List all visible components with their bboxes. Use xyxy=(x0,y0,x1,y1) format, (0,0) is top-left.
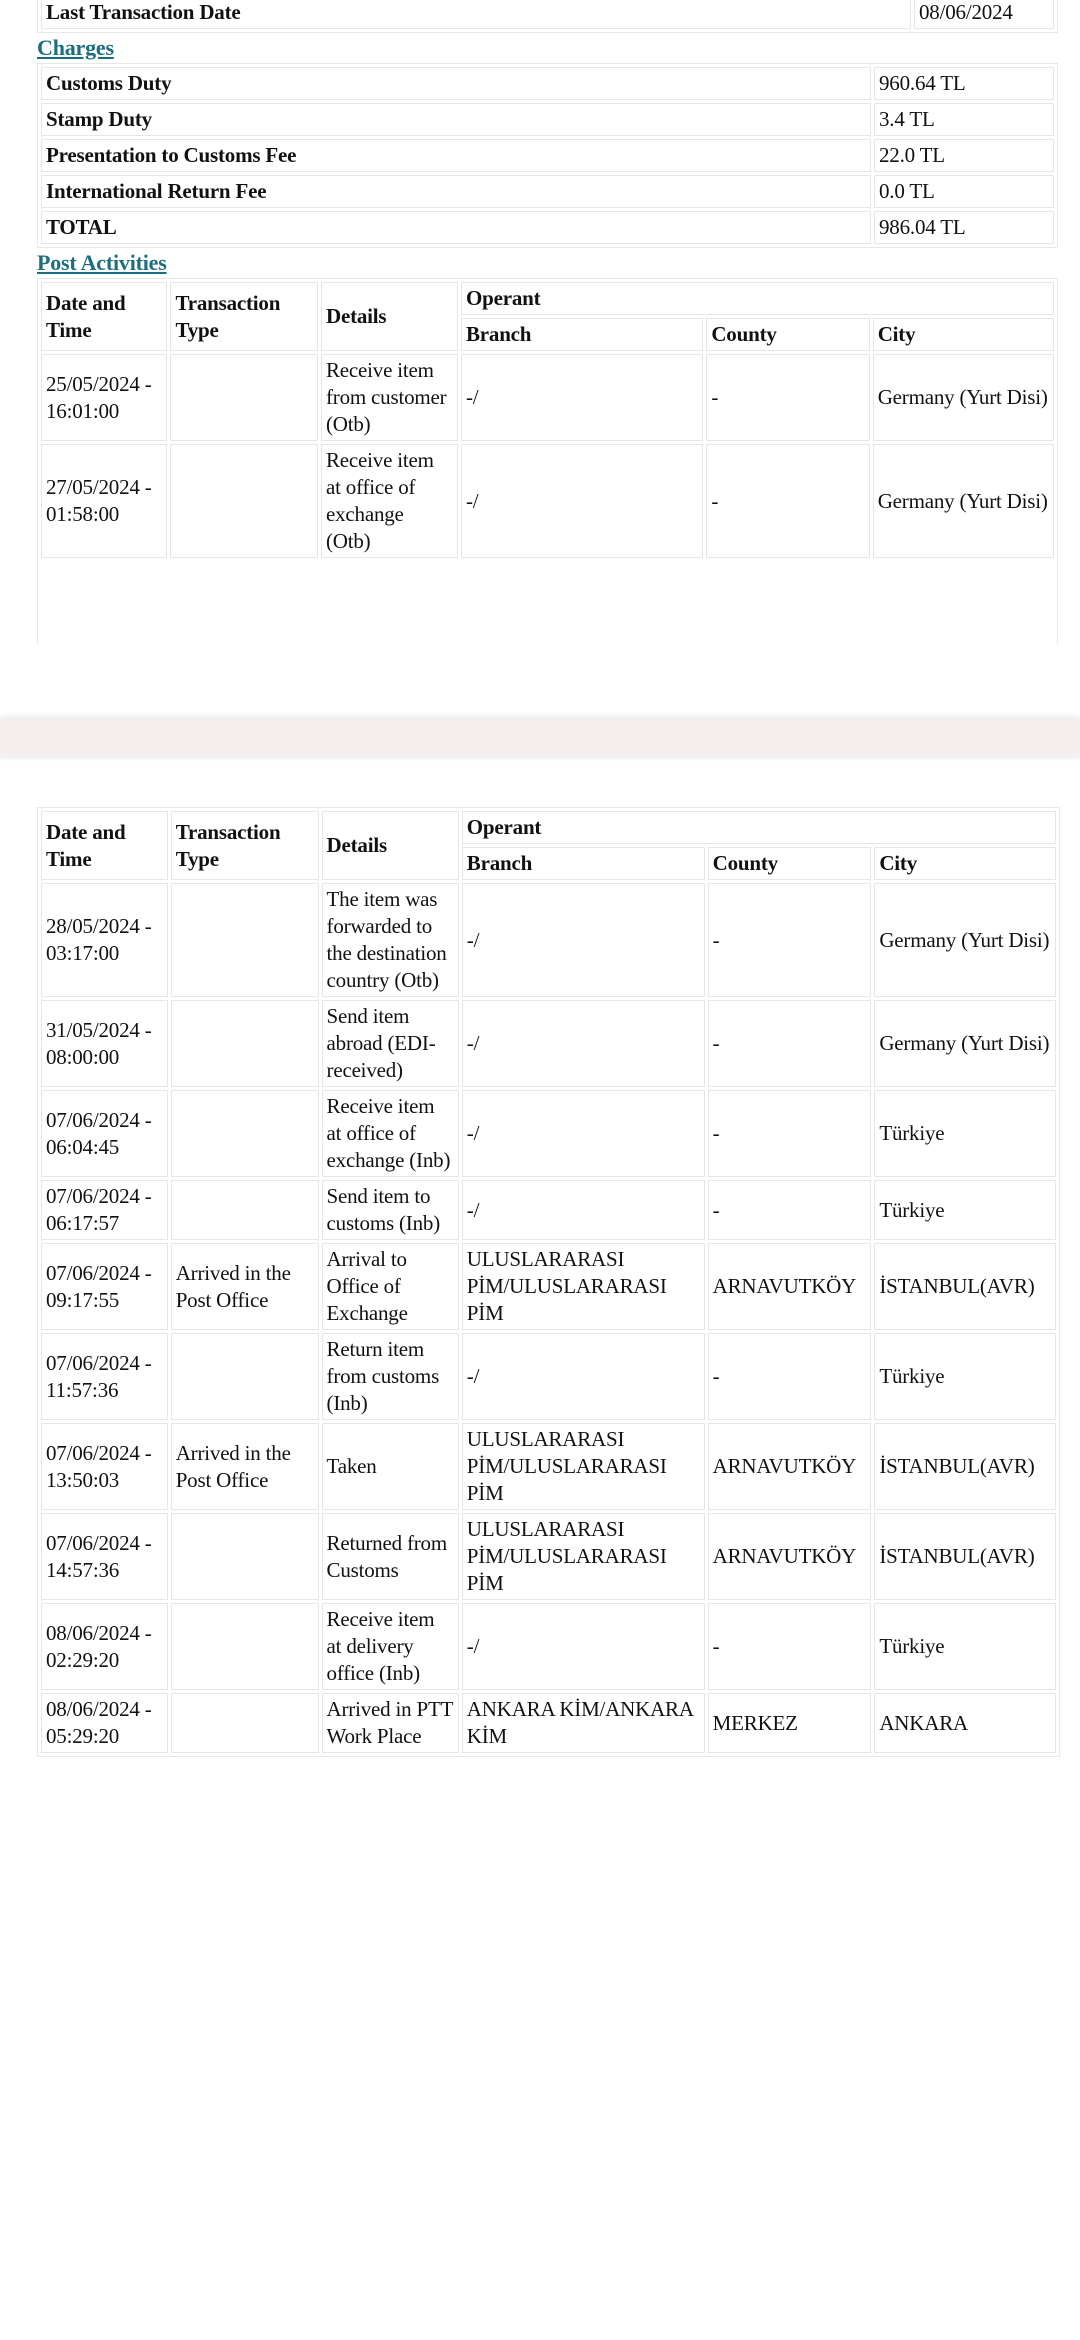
header-row xyxy=(41,811,1056,844)
activity-details: Arrived in PTT Work Place xyxy=(322,1693,459,1753)
activity-type xyxy=(171,1090,319,1177)
activity-details: Return item from customs (Inb) xyxy=(322,1333,459,1420)
activity-city: Türkiye xyxy=(874,1090,1056,1177)
activity-city: İSTANBUL(AVR) xyxy=(874,1423,1056,1510)
activity-type xyxy=(171,1000,319,1087)
activity-branch: -/ xyxy=(461,444,703,558)
activity-county: - xyxy=(708,1333,872,1420)
header-branch: Branch xyxy=(461,318,703,351)
activity-city: Germany (Yurt Disi) xyxy=(874,1000,1056,1087)
activity-type xyxy=(171,1693,319,1753)
activity-branch: -/ xyxy=(462,1333,705,1420)
header-transaction-type: Transaction Type xyxy=(171,811,319,880)
activity-city: İSTANBUL(AVR) xyxy=(874,1243,1056,1330)
activity-branch: -/ xyxy=(462,883,705,997)
last-transaction-label: Last Transaction Date xyxy=(41,0,911,29)
activity-county: ARNAVUTKÖY xyxy=(708,1423,872,1510)
activity-city: Türkiye xyxy=(874,1180,1056,1240)
activity-county: - xyxy=(706,444,869,558)
post-activities-table-page1 xyxy=(37,278,1058,644)
activity-branch: -/ xyxy=(461,354,703,441)
activity-row xyxy=(41,1423,1056,1510)
activity-details: Send item to customs (Inb) xyxy=(322,1180,459,1240)
activity-date: 08/06/2024 - 05:29:20 xyxy=(41,1693,168,1753)
activity-type xyxy=(170,354,318,441)
charge-value: 22.0 TL xyxy=(874,139,1054,172)
charge-label: TOTAL xyxy=(41,211,871,244)
activity-type xyxy=(171,1603,319,1690)
activity-branch: ULUSLARARASI PİM/ULUSLARARASI PİM xyxy=(462,1513,705,1600)
activity-row xyxy=(41,1513,1056,1600)
activity-county: ARNAVUTKÖY xyxy=(708,1243,872,1330)
activity-details: Send item abroad (EDI-received) xyxy=(322,1000,459,1087)
header-operant: Operant xyxy=(461,282,1054,315)
activity-branch: -/ xyxy=(462,1180,705,1240)
activity-city: Germany (Yurt Disi) xyxy=(873,354,1054,441)
post-activities-link[interactable]: Post Activities xyxy=(37,250,167,275)
charge-value: 0.0 TL xyxy=(874,175,1054,208)
header-details: Details xyxy=(321,282,458,351)
activity-type: Arrived in the Post Office xyxy=(171,1243,319,1330)
activity-county: MERKEZ xyxy=(708,1693,872,1753)
activity-city: Germany (Yurt Disi) xyxy=(873,444,1054,558)
charge-label: Presentation to Customs Fee xyxy=(41,139,871,172)
charge-label: Customs Duty xyxy=(41,67,871,100)
charge-row xyxy=(41,139,1054,172)
header-transaction-type: Transaction Type xyxy=(170,282,318,351)
header-city: City xyxy=(873,318,1054,351)
activity-details: Taken xyxy=(322,1423,459,1510)
header-city: City xyxy=(874,847,1056,880)
header-county: County xyxy=(708,847,872,880)
header-county: County xyxy=(706,318,869,351)
activity-details: Receive item from customer (Otb) xyxy=(321,354,458,441)
activity-city: İSTANBUL(AVR) xyxy=(874,1513,1056,1600)
activity-city: Türkiye xyxy=(874,1333,1056,1420)
activity-date: 07/06/2024 - 06:17:57 xyxy=(41,1180,168,1240)
activity-details: Receive item at delivery office (Inb) xyxy=(322,1603,459,1690)
activity-row xyxy=(41,444,1054,558)
page-separator xyxy=(0,719,1080,757)
activity-date: 08/06/2024 - 02:29:20 xyxy=(41,1603,168,1690)
shipment-details-section xyxy=(37,0,1058,644)
activity-row xyxy=(41,883,1056,997)
charge-value: 986.04 TL xyxy=(874,211,1054,244)
activity-row xyxy=(41,1000,1056,1087)
activity-details: Arrival to Office of Exchange xyxy=(322,1243,459,1330)
activity-details: Returned from Customs xyxy=(322,1513,459,1600)
header-details: Details xyxy=(322,811,459,880)
activity-type xyxy=(171,1513,319,1600)
activity-details: Receive item at office of exchange (Otb) xyxy=(321,444,458,558)
activity-branch: ULUSLARARASI PİM/ULUSLARARASI PİM xyxy=(462,1423,705,1510)
activity-type xyxy=(171,883,319,997)
charge-row xyxy=(41,67,1054,100)
activity-type: Arrived in the Post Office xyxy=(171,1423,319,1510)
charge-value: 3.4 TL xyxy=(874,103,1054,136)
header-date-time: Date and Time xyxy=(41,282,167,351)
activity-city: ANKARA xyxy=(874,1693,1056,1753)
activity-details: Receive item at office of exchange (Inb) xyxy=(322,1090,459,1177)
charge-value: 960.64 TL xyxy=(874,67,1054,100)
header-date-time: Date and Time xyxy=(41,811,168,880)
charge-label: Stamp Duty xyxy=(41,103,871,136)
activity-row xyxy=(41,1693,1056,1753)
activity-branch: -/ xyxy=(462,1603,705,1690)
activity-date: 25/05/2024 - 16:01:00 xyxy=(41,354,167,441)
activity-branch: ULUSLARARASI PİM/ULUSLARARASI PİM xyxy=(462,1243,705,1330)
activity-branch: ANKARA KİM/ANKARA KİM xyxy=(462,1693,705,1753)
activity-details: The item was forwarded to the destination country (Otb) xyxy=(322,883,459,997)
last-transaction-value: 08/06/2024 xyxy=(914,0,1054,29)
activity-date: 07/06/2024 - 09:17:55 xyxy=(41,1243,168,1330)
activity-county: ARNAVUTKÖY xyxy=(708,1513,872,1600)
activity-city: Germany (Yurt Disi) xyxy=(874,883,1056,997)
charge-row xyxy=(41,175,1054,208)
header-branch: Branch xyxy=(462,847,705,880)
activity-branch: -/ xyxy=(462,1090,705,1177)
charges-link[interactable]: Charges xyxy=(37,35,114,60)
activity-city: Türkiye xyxy=(874,1603,1056,1690)
activity-row xyxy=(41,354,1054,441)
last-transaction-row xyxy=(41,0,1054,29)
summary-table xyxy=(37,0,1058,33)
activity-row xyxy=(41,1243,1056,1330)
charge-row xyxy=(41,211,1054,244)
activity-date: 07/06/2024 - 11:57:36 xyxy=(41,1333,168,1420)
activity-type xyxy=(171,1180,319,1240)
activity-county: - xyxy=(708,1180,872,1240)
activity-date: 07/06/2024 - 06:04:45 xyxy=(41,1090,168,1177)
activity-date: 27/05/2024 - 01:58:00 xyxy=(41,444,167,558)
activity-county: - xyxy=(706,354,869,441)
activity-branch: -/ xyxy=(462,1000,705,1087)
activity-county: - xyxy=(708,1090,872,1177)
header-row xyxy=(41,282,1054,315)
activity-date: 31/05/2024 - 08:00:00 xyxy=(41,1000,168,1087)
activity-date: 07/06/2024 - 14:57:36 xyxy=(41,1513,168,1600)
activity-date: 07/06/2024 - 13:50:03 xyxy=(41,1423,168,1510)
activity-row xyxy=(41,1090,1056,1177)
activity-county: - xyxy=(708,1000,872,1087)
header-operant: Operant xyxy=(462,811,1056,844)
activity-row xyxy=(41,1603,1056,1690)
activity-type xyxy=(170,444,318,558)
charge-label: International Return Fee xyxy=(41,175,871,208)
post-activities-table-page2 xyxy=(37,807,1060,1757)
activity-type xyxy=(171,1333,319,1420)
activity-county: - xyxy=(708,883,872,997)
charge-row xyxy=(41,103,1054,136)
activity-date: 28/05/2024 - 03:17:00 xyxy=(41,883,168,997)
charges-table xyxy=(37,63,1058,248)
activity-county: - xyxy=(708,1603,872,1690)
activity-row xyxy=(41,1333,1056,1420)
activity-row xyxy=(41,1180,1056,1240)
